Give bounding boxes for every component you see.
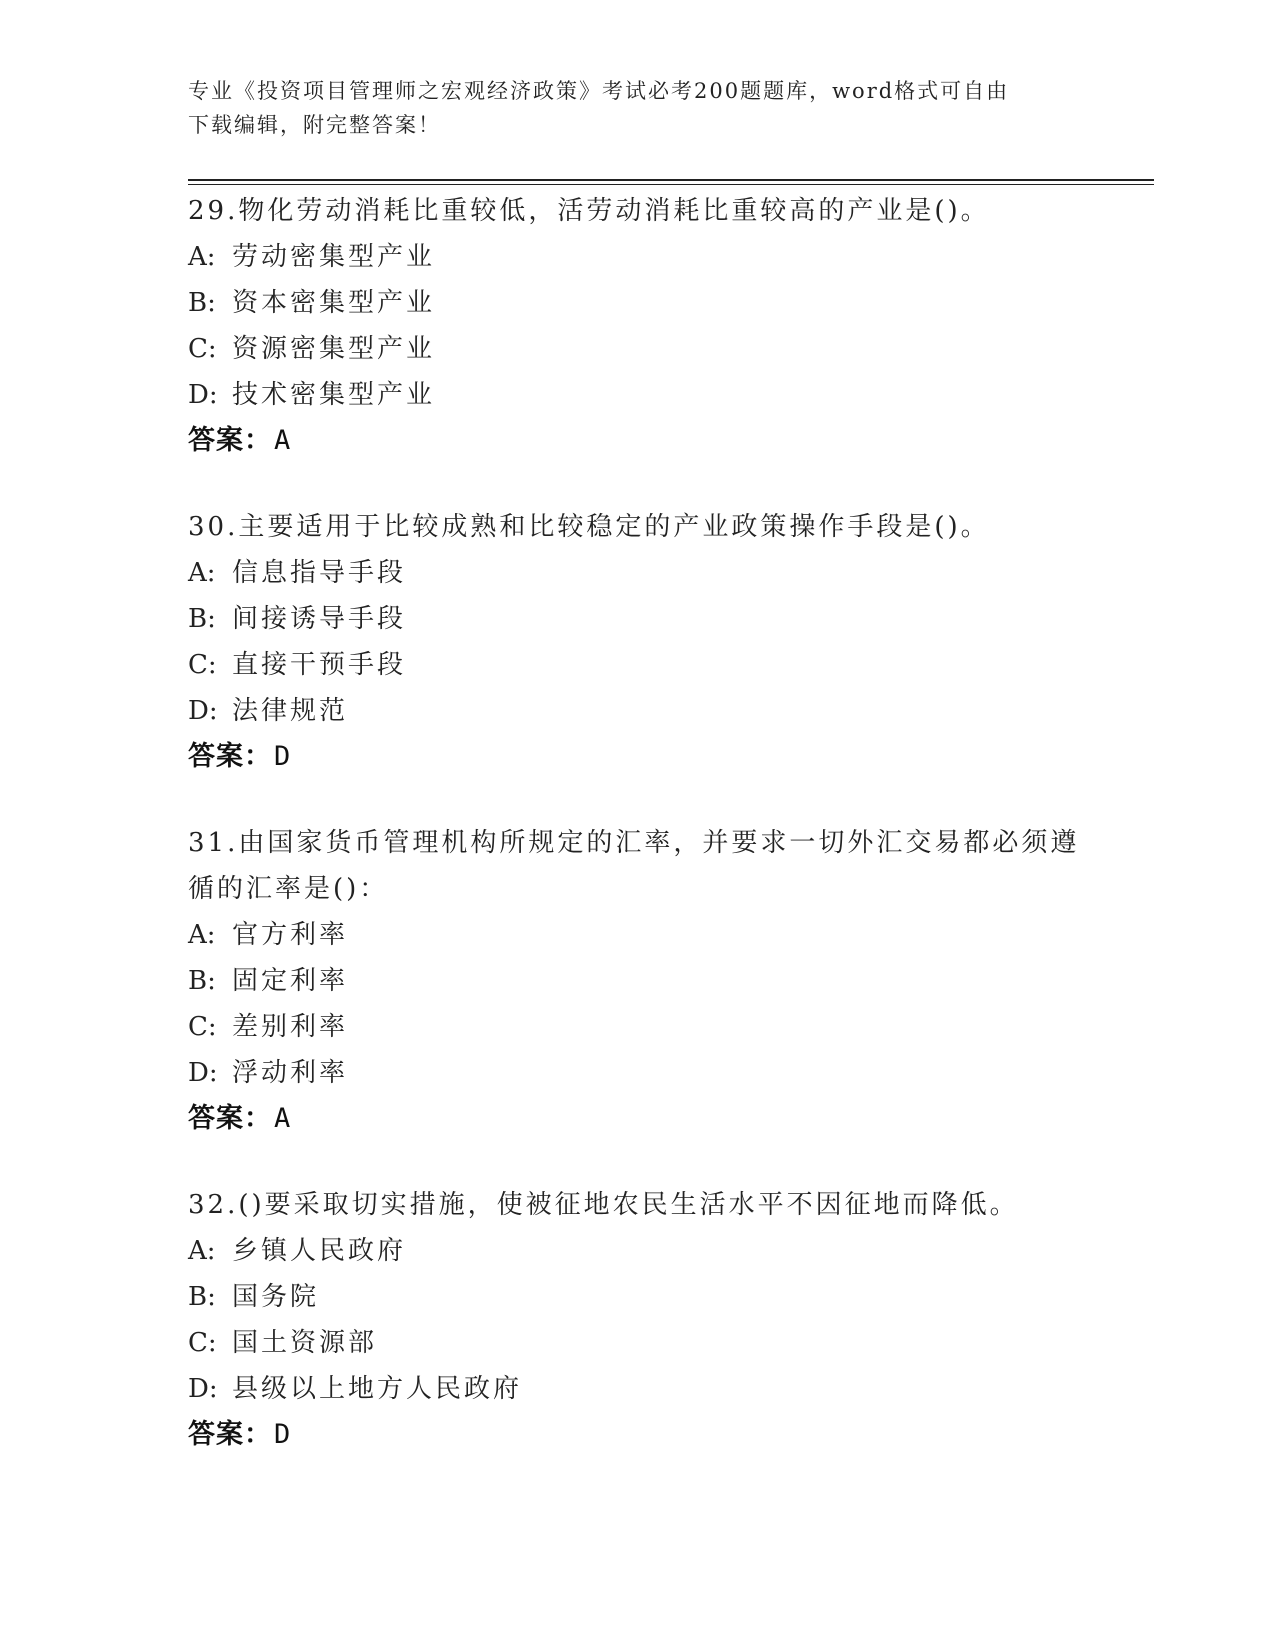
question-31 [188, 820, 1088, 1142]
option-letter: D: [188, 1058, 218, 1088]
header-divider-thick [188, 179, 1154, 181]
header-divider-thin [188, 184, 1154, 185]
option-text: 资源密集型产业 [232, 334, 436, 364]
question-list [188, 188, 1088, 1498]
answer-line [188, 1412, 1088, 1458]
option-c [188, 642, 1088, 688]
option-text: 差别利率 [232, 1012, 349, 1042]
option-letter: A: [188, 920, 216, 950]
answer-value: A [274, 425, 292, 456]
option-text: 固定利率 [232, 966, 349, 996]
option-c [188, 1004, 1088, 1050]
option-letter: B: [188, 1282, 216, 1312]
answer-value: D [274, 741, 292, 772]
answer-line [188, 734, 1088, 780]
option-text: 国务院 [232, 1282, 320, 1312]
question-stem: 29.物化劳动消耗比重较低，活劳动消耗比重较高的产业是()。 [188, 196, 990, 226]
answer-line [188, 1096, 1088, 1142]
option-letter: A: [188, 558, 216, 588]
question-stem: 32.()要采取切实措施，使被征地农民生活水平不因征地而降低。 [188, 1190, 1019, 1220]
option-b [188, 958, 1088, 1004]
option-d [188, 1366, 1088, 1412]
option-letter: D: [188, 1374, 218, 1404]
document-header [188, 74, 1088, 142]
option-text: 国土资源部 [232, 1328, 378, 1358]
option-d [188, 1050, 1088, 1096]
option-b [188, 1274, 1088, 1320]
question-stem: 30.主要适用于比较成熟和比较稳定的产业政策操作手段是()。 [188, 512, 990, 542]
option-text: 信息指导手段 [232, 558, 407, 588]
option-a [188, 1228, 1088, 1274]
option-text: 乡镇人民政府 [232, 1236, 407, 1266]
option-text: 资本密集型产业 [232, 288, 436, 318]
option-b [188, 596, 1088, 642]
question-29 [188, 188, 1088, 464]
answer-label: 答案： [188, 1419, 272, 1450]
option-d [188, 372, 1088, 418]
option-letter: A: [188, 242, 216, 272]
answer-label: 答案： [188, 741, 272, 772]
option-letter: A: [188, 1236, 216, 1266]
option-text: 直接干预手段 [232, 650, 407, 680]
option-letter: B: [188, 966, 216, 996]
option-c [188, 326, 1088, 372]
option-text: 间接诱导手段 [232, 604, 407, 634]
question-stem: 31.由国家货币管理机构所规定的汇率，并要求一切外汇交易都必须遵循的汇率是()： [188, 828, 1080, 904]
header-line-1: 专业《投资项目管理师之宏观经济政策》考试必考200题题库，word格式可自由 [188, 79, 1010, 103]
option-letter: C: [188, 334, 217, 364]
option-letter: D: [188, 696, 218, 726]
option-text: 法律规范 [232, 696, 349, 726]
option-b [188, 280, 1088, 326]
option-letter: B: [188, 604, 216, 634]
option-text: 浮动利率 [232, 1058, 349, 1088]
option-a [188, 234, 1088, 280]
option-text: 县级以上地方人民政府 [232, 1374, 523, 1404]
option-d [188, 688, 1088, 734]
option-letter: D: [188, 380, 218, 410]
option-text: 技术密集型产业 [232, 380, 436, 410]
option-letter: C: [188, 650, 217, 680]
header-line-2: 下载编辑，附完整答案！ [188, 113, 441, 137]
answer-label: 答案： [188, 1103, 272, 1134]
option-a [188, 912, 1088, 958]
option-c [188, 1320, 1088, 1366]
question-30 [188, 504, 1088, 780]
option-text: 劳动密集型产业 [232, 242, 436, 272]
answer-value: A [274, 1103, 292, 1134]
answer-value: D [274, 1419, 292, 1450]
option-letter: C: [188, 1328, 217, 1358]
option-text: 官方利率 [232, 920, 349, 950]
option-letter: B: [188, 288, 216, 318]
answer-label: 答案： [188, 425, 272, 456]
answer-line [188, 418, 1088, 464]
option-a [188, 550, 1088, 596]
option-letter: C: [188, 1012, 217, 1042]
question-32 [188, 1182, 1088, 1458]
